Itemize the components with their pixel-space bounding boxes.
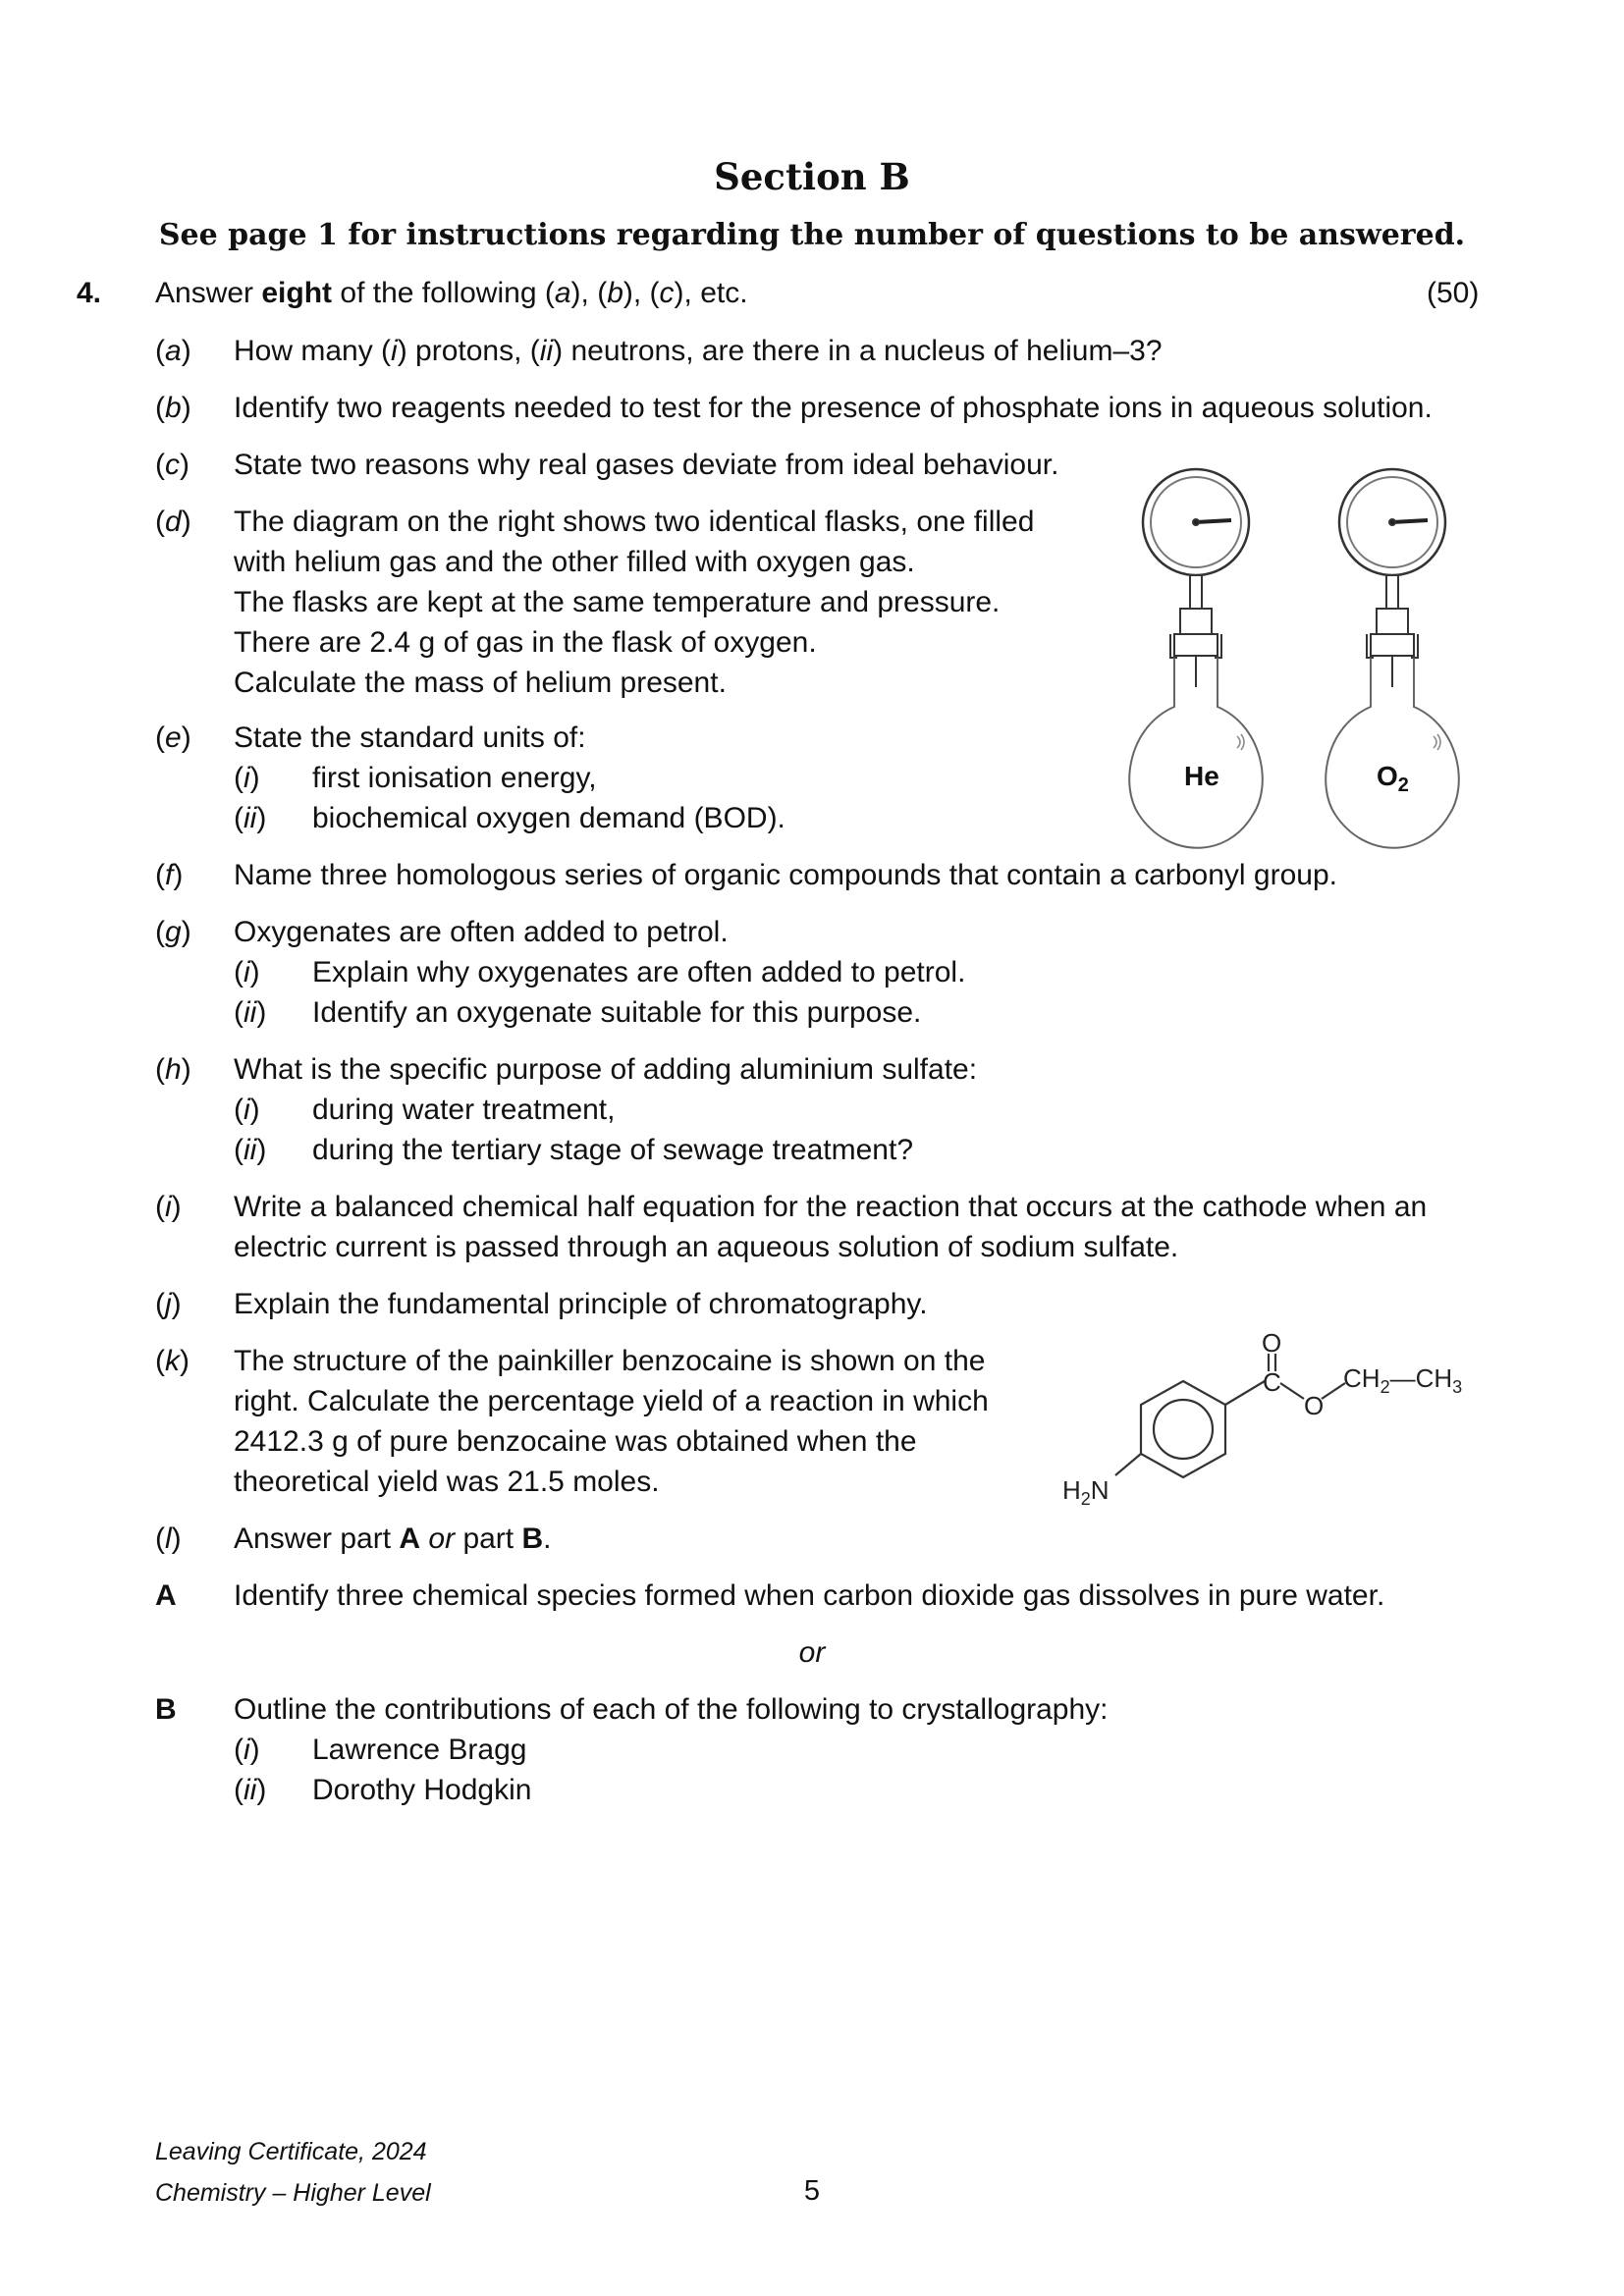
atom-carbonyl-carbon: C xyxy=(1263,1367,1281,1397)
flask-label-oxygen: $O_2$ xyxy=(1377,761,1409,796)
group-amine: $H_2N$ xyxy=(1062,1475,1110,1509)
sub-text-e-ii: biochemical oxygen demand (BOD). xyxy=(312,802,785,834)
part-text-d-line-4: There are 2.4 g of gas in the flask of oxygen. xyxy=(234,626,817,659)
part-label-b: (b) xyxy=(155,392,191,424)
atom-carbonyl-oxygen: O xyxy=(1262,1330,1282,1358)
part-text-j: Explain the fundamental principle of chromatography. xyxy=(234,1288,928,1320)
part-text-i-line-1: Write a balanced chemical half equation for the reaction that occurs at the cathode when an xyxy=(234,1191,1428,1223)
page-number: 5 xyxy=(803,2175,821,2207)
sub-label-b-ii: (ii) xyxy=(234,1774,267,1806)
part-text-d-line-3: The flasks are kept at the same temperature and pressure. xyxy=(234,586,1001,618)
part-text-k-line-4: theoretical yield was 21.5 moles. xyxy=(234,1466,660,1498)
sub-label-b-i: (i) xyxy=(234,1734,260,1766)
benzene-ring-circle xyxy=(1154,1400,1213,1459)
part-text-d-line-1: The diagram on the right shows two identical flasks, one filled xyxy=(234,506,1035,538)
instructions: See page 1 for instructions regarding the number of questions to be answered. xyxy=(158,218,1466,252)
part-text-d-line-2: with helium gas and the other filled with oxygen gas. xyxy=(234,546,915,578)
part-label-f: (f) xyxy=(155,859,184,891)
part-text-b: Identify two reagents needed to test for the presence of phosphate ions in aqueous solution. xyxy=(234,392,1433,424)
part-text-i-line-2: electric current is passed through an aqueous solution of sodium sulfate. xyxy=(234,1231,1179,1263)
sub-label-g-ii: (ii) xyxy=(234,996,267,1029)
bond-oxygen-ethyl xyxy=(1322,1383,1345,1399)
option-label-a: A xyxy=(155,1579,177,1612)
sub-text-b-i: Lawrence Bragg xyxy=(312,1734,527,1766)
bond-ring-carbonyl xyxy=(1225,1381,1265,1405)
part-text-c: State two reasons why real gases deviate from ideal behaviour. xyxy=(234,449,1059,481)
sub-text-h-i: during water treatment, xyxy=(312,1094,616,1126)
part-label-a: (a) xyxy=(155,335,191,367)
part-label-g: (g) xyxy=(155,916,191,948)
sub-label-g-i: (i) xyxy=(234,956,260,988)
part-label-j: (j) xyxy=(155,1288,182,1320)
sub-text-e-i: first ionisation energy, xyxy=(312,762,597,794)
part-label-c: (c) xyxy=(155,449,189,481)
part-text-k-line-1: The structure of the painkiller benzocaine is shown on the xyxy=(234,1345,986,1377)
part-text-k-line-3: 2412.3 g of pure benzocaine was obtained when the xyxy=(234,1425,917,1458)
sub-label-e-i: (i) xyxy=(234,762,260,794)
sub-label-e-ii: (ii) xyxy=(234,802,267,834)
part-text-a: How many (i) protons, (ii) neutrons, are there in a nucleus of helium–3? xyxy=(234,335,1163,367)
question-number: 4. xyxy=(77,277,102,309)
sub-text-g-i: Explain why oxygenates are often added to petrol. xyxy=(312,956,966,988)
bond-carbon-oxygen xyxy=(1280,1383,1304,1399)
flask-label-helium: He xyxy=(1184,761,1219,791)
part-label-e: (e) xyxy=(155,721,191,754)
part-label-h: (h) xyxy=(155,1053,191,1086)
sub-text-b-ii: Dorothy Hodgkin xyxy=(312,1774,532,1806)
part-label-k: (k) xyxy=(155,1345,189,1377)
footer-subject: Chemistry – Higher Level xyxy=(155,2179,431,2207)
sub-text-h-ii: during the tertiary stage of sewage treatment? xyxy=(312,1134,914,1166)
option-or: or xyxy=(798,1636,826,1669)
bond-ring-amine xyxy=(1115,1454,1141,1475)
option-text-a: Identify three chemical species formed when carbon dioxide gas dissolves in pure water. xyxy=(234,1579,1385,1612)
atom-ester-oxygen: O xyxy=(1304,1391,1325,1420)
question-intro: Answer eight of the following (a), (b), (c), etc. xyxy=(155,277,748,309)
part-text-e: State the standard units of: xyxy=(234,721,586,754)
sub-text-g-ii: Identify an oxygenate suitable for this purpose. xyxy=(312,996,922,1029)
flasks-diagram xyxy=(1110,461,1492,854)
part-label-d: (d) xyxy=(155,506,191,538)
option-label-b: B xyxy=(155,1693,177,1726)
benzocaine-structure xyxy=(1051,1330,1492,1536)
footer-exam: Leaving Certificate, 2024 xyxy=(155,2138,427,2165)
part-text-d-line-5: Calculate the mass of helium present. xyxy=(234,667,727,699)
part-text-l: Answer part A or part B. xyxy=(234,1522,552,1555)
part-label-i: (i) xyxy=(155,1191,182,1223)
group-ethyl: $CH_2—CH_3$ xyxy=(1343,1363,1463,1397)
question-marks: (50) xyxy=(1427,277,1480,309)
part-text-k-line-2: right. Calculate the percentage yield of a reaction in which xyxy=(234,1385,989,1417)
sub-label-h-ii: (ii) xyxy=(234,1134,267,1166)
part-label-l: (l) xyxy=(155,1522,182,1555)
part-text-g: Oxygenates are often added to petrol. xyxy=(234,916,729,948)
part-text-h: What is the specific purpose of adding aluminium sulfate: xyxy=(234,1053,978,1086)
part-text-f: Name three homologous series of organic compounds that contain a carbonyl group. xyxy=(234,859,1337,891)
option-text-b: Outline the contributions of each of the following to crystallography: xyxy=(234,1693,1109,1726)
section-title: Section B xyxy=(714,155,910,198)
sub-label-h-i: (i) xyxy=(234,1094,260,1126)
